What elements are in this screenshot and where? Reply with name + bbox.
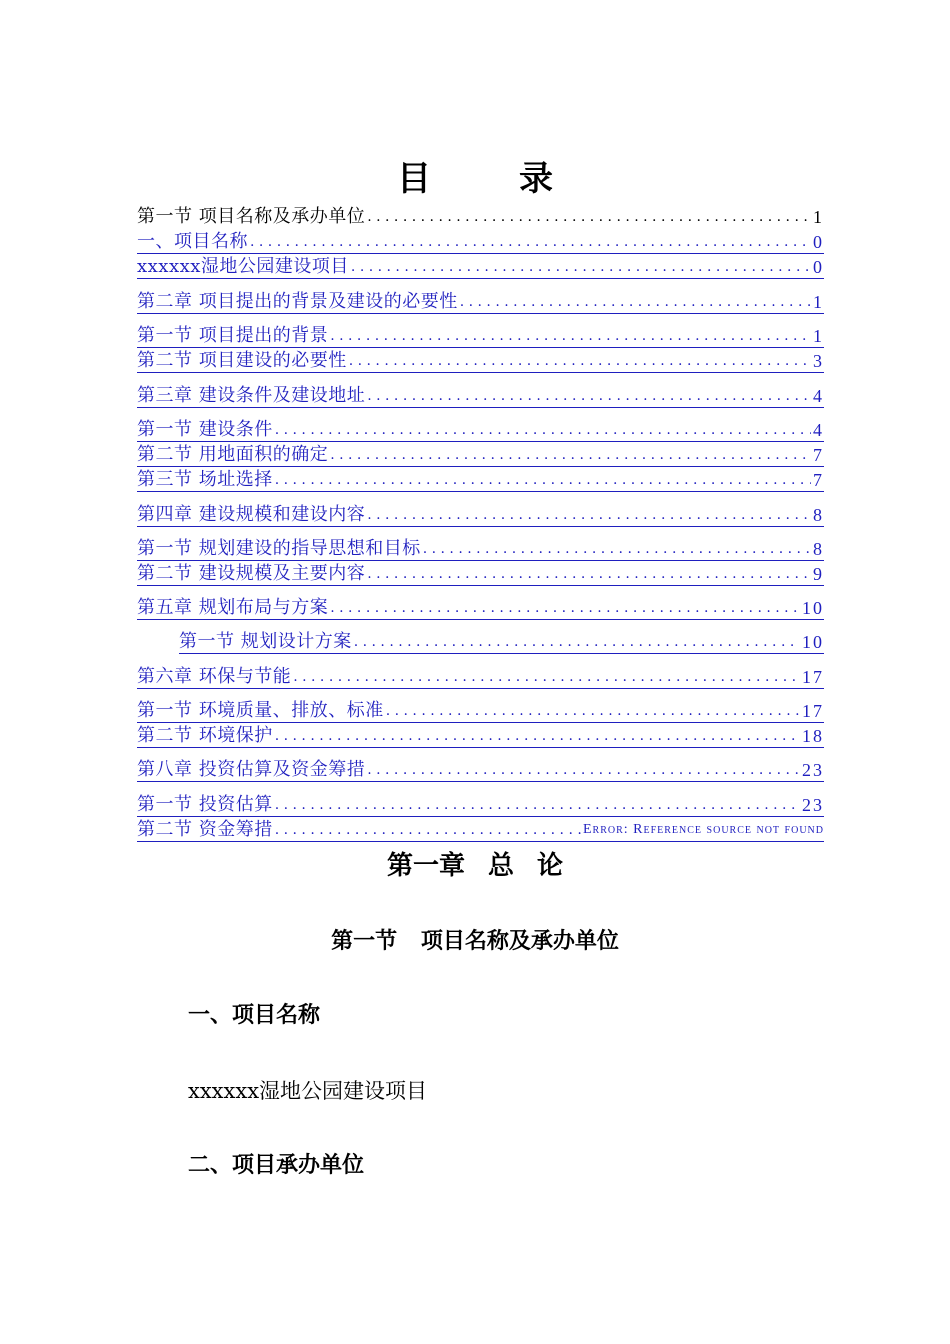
toc-entry-page: 10 [802,632,824,652]
heading-project-organizer: 二、项目承办单位 [188,1153,365,1178]
toc-entry-page-error: Error: Reference source not found [582,822,824,837]
toc-entry[interactable] [137,289,824,314]
toc-entry[interactable] [137,467,824,492]
section-title: 第一节 项目名称及承办单位 [331,929,619,954]
toc-entry[interactable] [137,442,824,467]
toc-entry-page: 7 [813,470,824,490]
toc-dot-leader [367,504,811,526]
toc-entry[interactable] [137,817,824,842]
toc-dot-leader [293,666,800,688]
toc-entry-page: 23 [802,760,824,780]
toc-entry-page: 0 [813,257,824,277]
toc-entry[interactable] [137,664,824,689]
toc-dot-leader [275,419,811,441]
toc-entry-page: 1 [813,326,824,346]
toc-dot-leader [423,538,811,560]
toc-dot-leader [349,350,811,372]
toc-entry-page: 17 [802,701,824,721]
chapter-title: 第一章 总 论 [386,851,564,881]
toc-dot-leader [386,700,800,722]
toc-entry-label: 第三节 场址选择 [137,469,273,490]
toc-entry[interactable] [137,229,824,254]
project-name-text: xxxxxx湿地公园建设项目 [188,1079,428,1103]
toc-entry[interactable] [137,536,824,561]
toc-entry[interactable] [137,383,824,408]
toc-entry[interactable] [137,757,824,782]
toc-entry-label: 第三章 建设条件及建设地址 [137,385,366,406]
toc-entry-page: 7 [813,445,824,465]
toc-entry-page: 18 [802,726,824,746]
toc-entry-page: 3 [813,351,824,371]
toc-entry-label: 一、项目名称 [137,231,248,252]
toc-dot-leader [367,759,800,781]
toc-entry-label: 第二节 资金筹措 [137,819,273,840]
toc-dot-leader [275,469,811,491]
toc-entry-label: 第一节 规划设计方案 [179,631,352,652]
toc-entry[interactable] [137,254,824,279]
toc-entry[interactable] [137,595,824,620]
toc-entry-label: 第二章 项目提出的背景及建设的必要性 [137,291,458,312]
toc-entry-page: 0 [813,232,824,252]
toc-entry-label: 第一节 投资估算 [137,794,273,815]
toc-entry-label: 第一节 建设条件 [137,419,273,440]
toc-entry-label: 第五章 规划布局与方案 [137,597,329,618]
toc-entry-page: 4 [813,420,824,440]
heading-project-name: 一、项目名称 [188,1003,321,1028]
toc-entry-label: xxxxxx湿地公园建设项目 [137,256,349,277]
toc-entry-label: 第一节 项目提出的背景 [137,325,329,346]
toc-dot-leader [367,206,811,228]
toc-entry-page: 1 [813,292,824,312]
toc-entry-page: 9 [813,564,824,584]
toc-dot-leader [354,631,800,653]
toc-entry-label: 第一节 环境质量、排放、标准 [137,700,384,721]
toc-entry[interactable] [137,502,824,527]
toc-title: 目录 [397,159,641,199]
toc-dot-leader [460,291,811,313]
toc-dot-leader [367,563,811,585]
toc-dot-leader [367,385,811,407]
toc-entry[interactable] [137,792,824,817]
toc-dot-leader [275,819,581,841]
toc-entry-page: 8 [813,539,824,559]
toc-entry[interactable] [137,417,824,442]
toc-entry-label: 第六章 环保与节能 [137,666,292,687]
toc-entry-label: 第二节 环境保护 [137,725,273,746]
toc-entry-label: 第八章 投资估算及资金筹措 [137,759,366,780]
toc-dot-leader [330,444,811,466]
toc-entry-page: 17 [802,667,824,687]
toc-entry[interactable] [137,204,824,228]
toc-entry-page: 23 [802,795,824,815]
toc-entry[interactable] [137,561,824,586]
toc-dot-leader [250,231,811,253]
toc-entry-label: 第二节 建设规模及主要内容 [137,563,366,584]
toc-dot-leader [351,256,811,278]
toc-entry[interactable] [179,629,824,654]
toc-dot-leader [275,725,800,747]
toc-entry-label: 第一节 规划建设的指导思想和目标 [137,538,421,559]
toc-entry-page: 4 [813,386,824,406]
toc-entry-label: 第二节 用地面积的确定 [137,444,329,465]
toc-entry-page: 8 [813,505,824,525]
toc-entry-label: 第二节 项目建设的必要性 [137,350,347,371]
toc-entry[interactable] [137,698,824,723]
toc-entry-page: 10 [802,598,824,618]
toc-dot-leader [275,794,800,816]
toc-entry[interactable] [137,723,824,748]
toc-entry[interactable] [137,323,824,348]
toc-dot-leader [330,597,800,619]
toc-entry-page: 1 [813,207,824,227]
toc-entry-label: 第四章 建设规模和建设内容 [137,504,366,525]
toc-entry-label: 第一节 项目名称及承办单位 [137,206,366,227]
toc-entry[interactable] [137,348,824,373]
toc-dot-leader [330,325,811,347]
